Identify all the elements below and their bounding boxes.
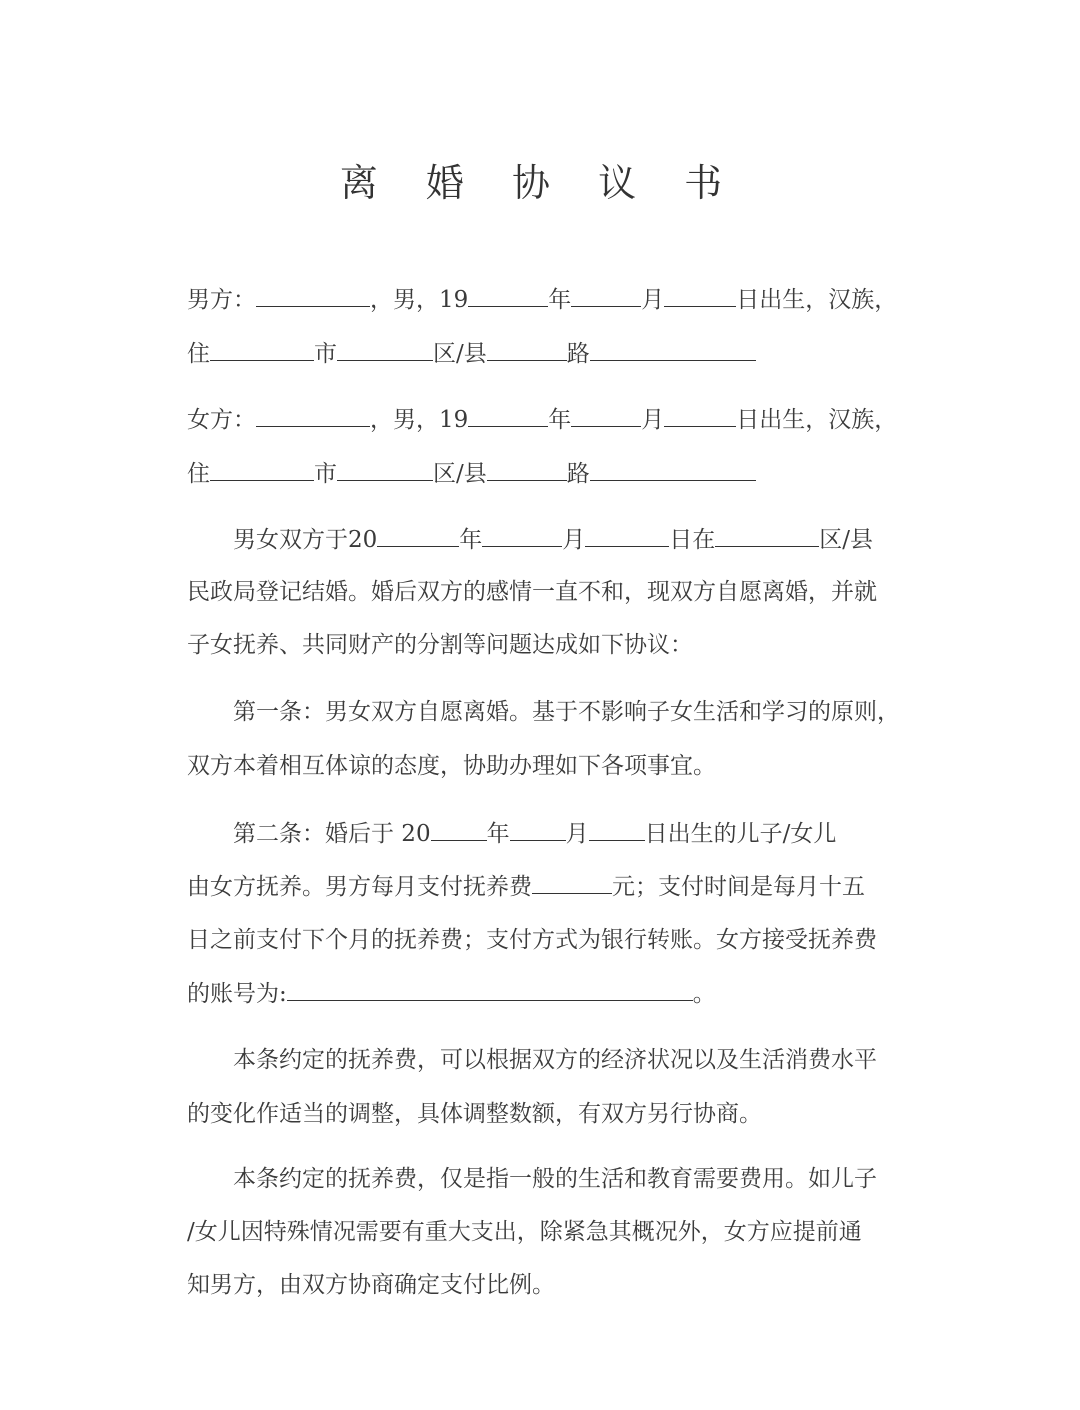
child-support-amount-blank: [532, 871, 612, 894]
intro-line-2: 民政局登记结婚。婚后双方的感情一直不和，现双方自愿离婚，并就: [187, 579, 877, 605]
man-city-blank: [210, 338, 314, 361]
marriage-day-blank: [585, 524, 669, 547]
woman-label: 女方：: [187, 407, 256, 433]
intro-line-1: 男女双方于20 年 月 日在 区/县: [233, 524, 873, 555]
man-birth-day-blank: [664, 284, 736, 307]
scope-line-3: 知男方，由双方协商确定支付比例。: [187, 1272, 555, 1298]
intro-line-3: 子女抚养、共同财产的分割等问题达成如下协议：: [187, 632, 693, 658]
woman-birth-month-blank: [571, 404, 641, 427]
man-info-line-2: 住 市 区/县 路: [187, 338, 756, 369]
marriage-month-blank: [482, 524, 562, 547]
woman-birth-day-blank: [664, 404, 736, 427]
account-number-blank: [287, 978, 693, 1001]
article2-line-2: 由女方抚养。男方每月支付抚养费 元；支付时间是每月十五: [187, 871, 865, 902]
child-birth-year-blank: [431, 818, 487, 841]
woman-district-blank: [337, 458, 433, 481]
document-title: 离 婚 协 议 书: [339, 161, 741, 205]
man-road-blank: [487, 338, 567, 361]
scope-line-2: /女儿因特殊情况需要有重大支出，除紧急其概况外，女方应提前通: [187, 1219, 862, 1245]
man-district-blank: [337, 338, 433, 361]
child-birth-day-blank: [589, 818, 645, 841]
woman-city-blank: [210, 458, 314, 481]
man-info-line-1: 男方： ，男，19 年 月 日出生，汉族，: [187, 284, 897, 315]
article2-line-3: 日之前支付下个月的抚养费；支付方式为银行转账。女方接受抚养费: [187, 927, 877, 953]
article2-line-4: 的账号为: 。: [187, 978, 716, 1009]
article1-line-1: 第一条：男女双方自愿离婚。基于不影响子女生活和学习的原则，: [233, 699, 900, 725]
man-birth-year-blank: [468, 284, 548, 307]
scope-line-1: 本条约定的抚养费，仅是指一般的生活和教育需要费用。如儿子: [233, 1166, 877, 1192]
man-birth-month-blank: [571, 284, 641, 307]
marriage-district-blank: [715, 524, 819, 547]
woman-info-line-2: 住 市 区/县 路: [187, 458, 756, 489]
man-label: 男方：: [187, 287, 256, 313]
woman-address-blank: [590, 458, 756, 481]
adjust-line-2: 的变化作适当的调整，具体调整数额，有双方另行协商。: [187, 1101, 762, 1127]
woman-info-line-1: 女方： ，男，19 年 月 日出生，汉族，: [187, 404, 897, 435]
man-name-blank: [256, 284, 370, 307]
adjust-line-1: 本条约定的抚养费，可以根据双方的经济状况以及生活消费水平: [233, 1047, 877, 1073]
marriage-year-blank: [377, 524, 459, 547]
child-birth-month-blank: [510, 818, 566, 841]
woman-name-blank: [256, 404, 370, 427]
article1-line-2: 双方本着相互体谅的态度，协助办理如下各项事宜。: [187, 753, 716, 779]
article2-line-1: 第二条：婚后于 20 年 月 日出生的儿子/女儿: [233, 818, 836, 849]
woman-road-blank: [487, 458, 567, 481]
woman-birth-year-blank: [468, 404, 548, 427]
man-address-blank: [590, 338, 756, 361]
